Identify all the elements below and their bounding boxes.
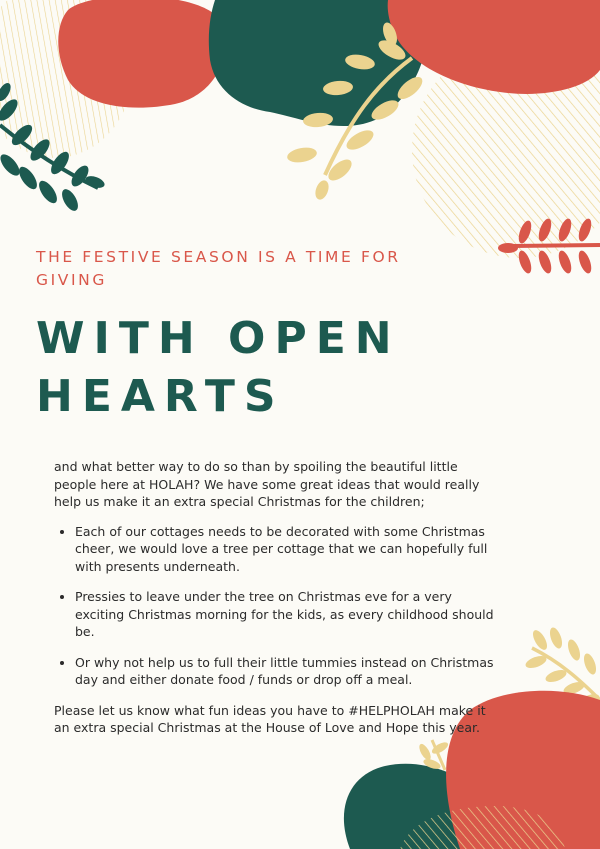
idea-item: • Pressies to leave under the tree on Christmas eve for a very exciting Christmas morning for the kids, as every childhood should be. (75, 588, 494, 641)
ideas-list (54, 523, 494, 689)
coral-blob-top-left (58, 0, 225, 108)
idea-item: • Each of our cottages needs to be decorated with some Christmas cheer, we would love a tree per cottage that we can hopefully full with presents underneath. (75, 523, 494, 576)
intro-paragraph: and what better way to do so than by spoiling the beautiful little people here at HOLAH? We have some great ideas that would really help us make it an extra special Christmas for the children; (54, 459, 480, 509)
idea-item: • Or why not help us to full their little tummies instead on Christmas day and either donate food / funds or drop off a meal. (75, 654, 494, 689)
closing-paragraph: Please let us know what fun ideas you have to #HELPHOLAH make it an extra special Christmas at the House of Love and Hope this year. (54, 702, 486, 735)
headline: WITH OPEN HEARTS (36, 313, 401, 422)
subtitle: THE FESTIVE SEASON IS A TIME FOR GIVING (36, 248, 401, 289)
body-text (54, 458, 494, 737)
